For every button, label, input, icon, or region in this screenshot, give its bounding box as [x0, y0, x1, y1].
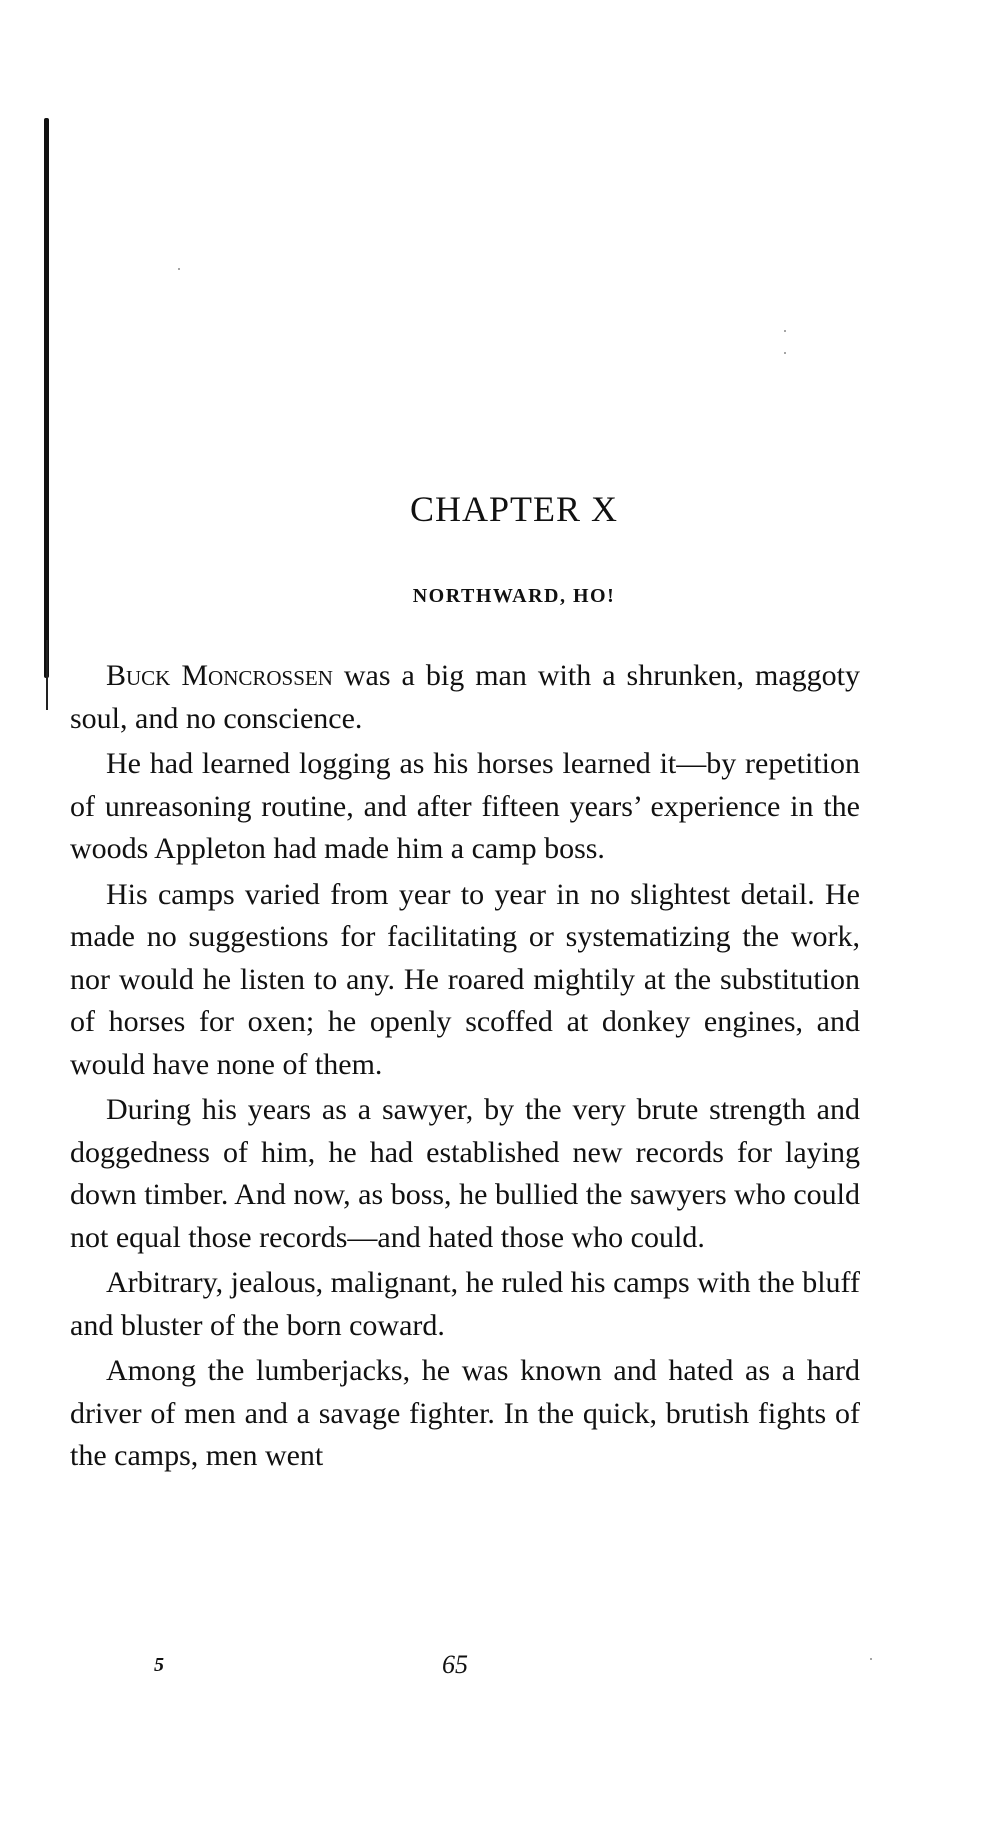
scan-speck	[784, 330, 786, 332]
paragraph-lead-name: Buck Moncrossen	[106, 659, 333, 692]
chapter-title: CHAPTER X	[409, 489, 619, 529]
paragraph: He had learned logging as his horses learned it—by repetition of unreasoning routine, and after fifteen years’ experience in the woods Appleton had made him a camp boss.	[70, 747, 860, 865]
paragraph-text: was a big man with a shrunken, maggoty soul, and no conscience.	[70, 659, 860, 735]
chapter-subtitle: NORTHWARD, HO!	[412, 585, 616, 607]
scan-edge-tail	[46, 640, 48, 710]
paragraph	[70, 655, 860, 740]
paragraph: Arbitrary, jealous, malignant, he ruled his camps with the bluff and bluster of the born coward.	[70, 1266, 860, 1342]
scan-speck	[870, 1658, 872, 1660]
scan-speck	[178, 268, 180, 270]
chapter-body	[70, 655, 860, 1481]
scan-speck	[784, 352, 786, 354]
signature-mark: 5	[154, 1654, 164, 1676]
paragraph: During his years as a sawyer, by the very brute strength and doggedness of him, he had established new records for laying down timber. And now, as boss, he bullied the sawyers who could not equal those records—and hated those who could.	[70, 1093, 860, 1254]
page-number: 65	[442, 1650, 468, 1679]
paragraph: His camps varied from year to year in no slightest detail. He made no suggestions for facilitating or systematizing the work, nor would he listen to any. He roared mightily at the substitution of horses for oxen; he openly scoffed at donkey engines, and would have none of them.	[70, 877, 860, 1081]
paragraph: Among the lumberjacks, he was known and hated as a hard driver of men and a savage fighter. In the quick, brutish fights of the camps, men went	[70, 1354, 860, 1472]
